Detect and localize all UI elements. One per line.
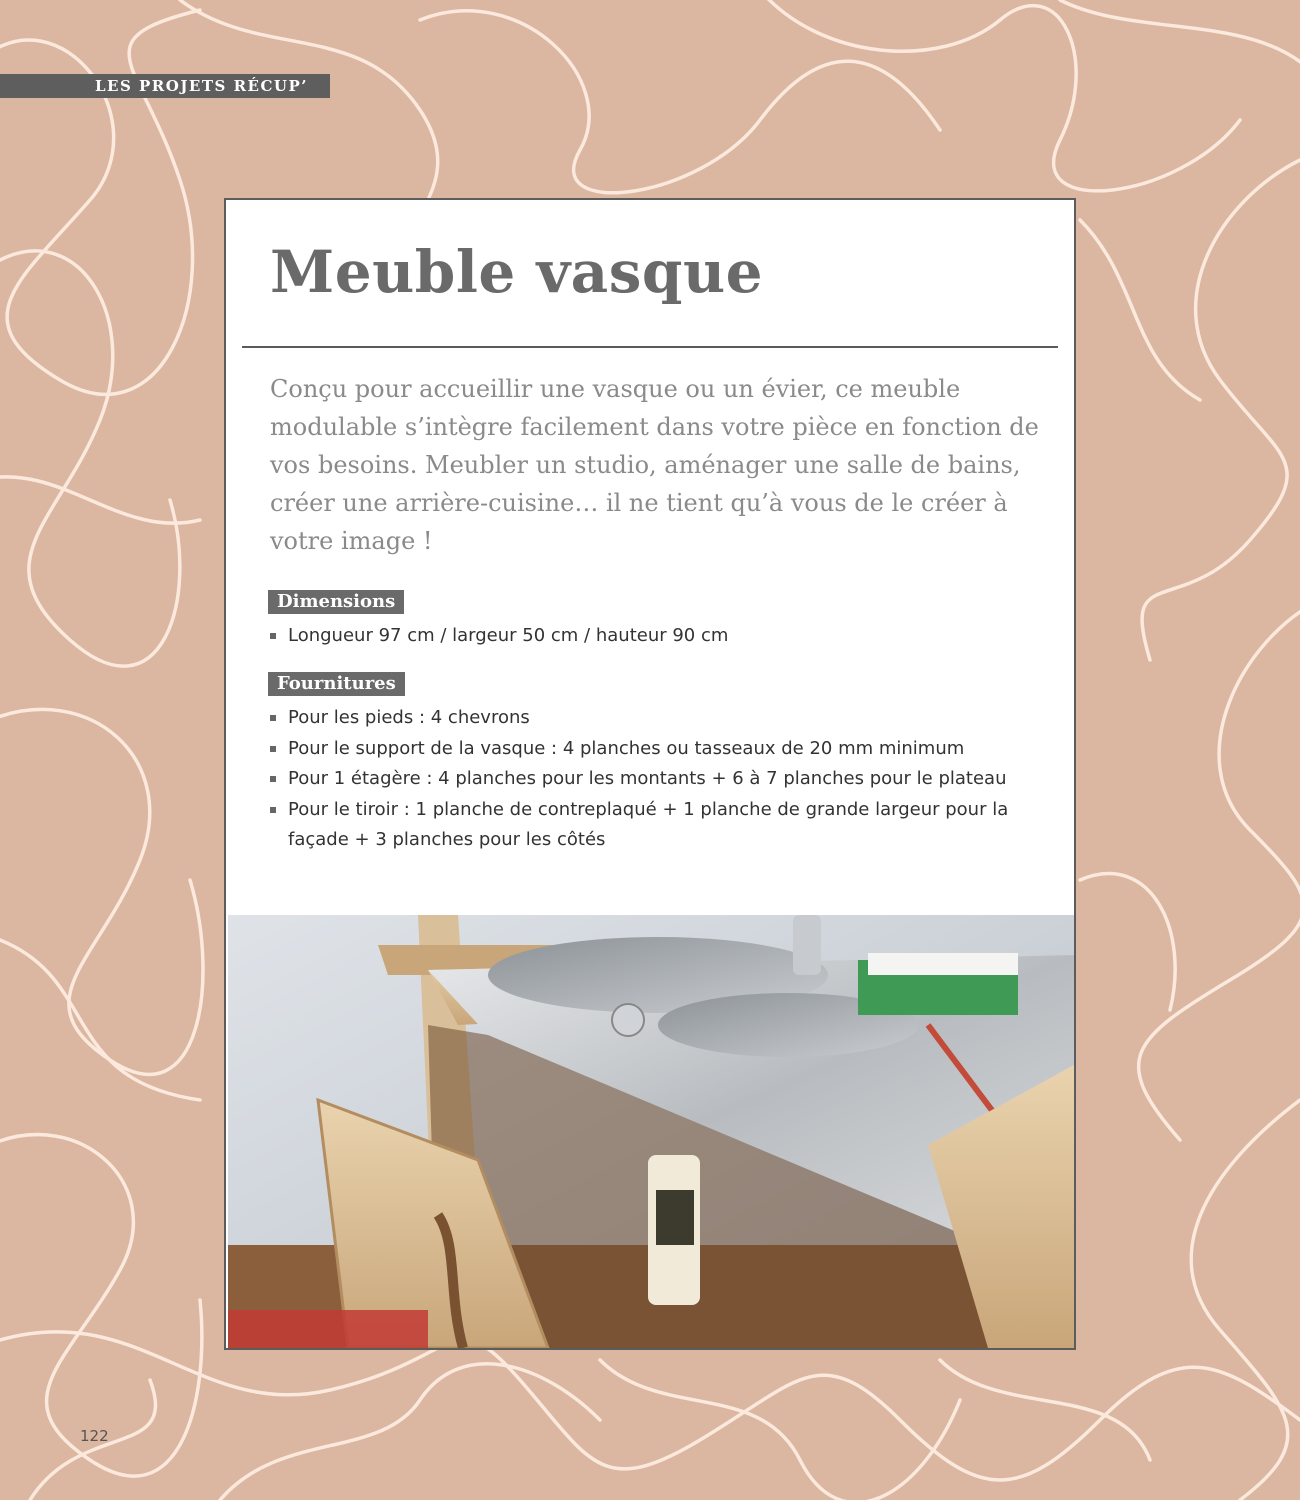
fournitures-list (268, 703, 1038, 856)
page-number: 122 (80, 1427, 109, 1445)
dimensions-label: Dimensions (268, 590, 404, 614)
project-card (224, 198, 1076, 1350)
list-item: Pour 1 étagère : 4 planches pour les montants + 6 à 7 planches pour le plateau (268, 764, 1038, 795)
list-item: Pour le support de la vasque : 4 planches ou tasseaux de 20 mm minimum (268, 734, 1038, 765)
fournitures-label: Fournitures (268, 672, 405, 696)
list-item: Pour le tiroir : 1 planche de contreplaqué + 1 planche de grande largeur pour la façade + 3 planches pour les côtés (268, 795, 1038, 856)
section-banner: LES PROJETS RÉCUP’ (0, 74, 330, 98)
dimensions-list (268, 621, 1038, 652)
intro-paragraph: Conçu pour accueillir une vasque ou un évier, ce meuble modulable s’intègre facilement dans votre pièce en fonction de vos besoins. Meubler un studio, aménager une salle de bains, créer une arrière-cuisine… il ne tient qu’à vous de le créer à votre image ! (270, 375, 1039, 555)
project-photo (228, 915, 1074, 1348)
sink-cabinet-illustration (228, 915, 1074, 1348)
title-divider (242, 346, 1058, 348)
page-title: Meuble vasque (270, 238, 764, 306)
list-item: Longueur 97 cm / largeur 50 cm / hauteur 90 cm (268, 621, 1038, 652)
list-item: Pour les pieds : 4 chevrons (268, 703, 1038, 734)
